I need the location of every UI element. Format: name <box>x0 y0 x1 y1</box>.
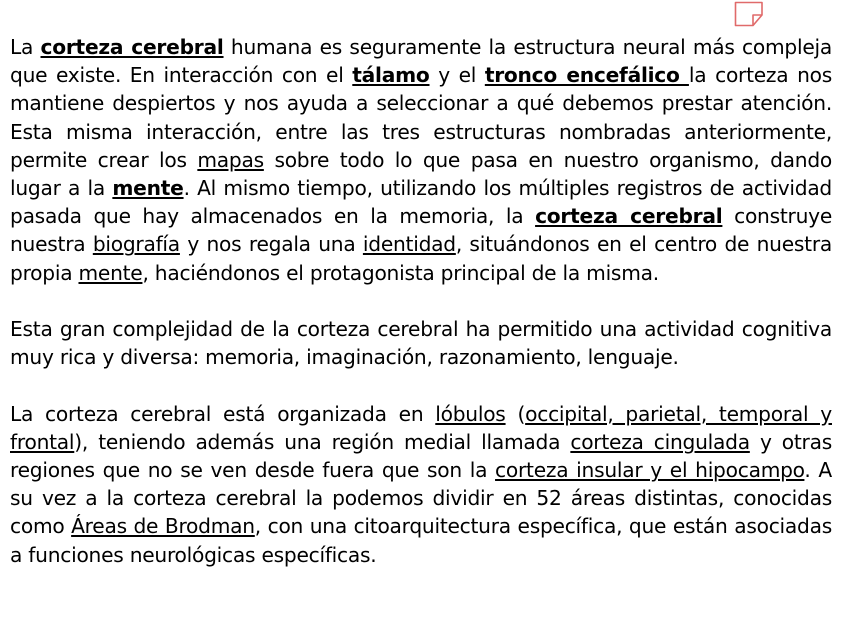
underlined-term: corteza cingulada <box>570 429 750 454</box>
text-run: construye nuestra <box>10 204 832 257</box>
underlined-term: lóbulos <box>435 401 506 426</box>
key-term: corteza cerebral <box>40 35 224 59</box>
text-run: Esta gran complejidad de la corteza cerebral ha permitido una actividad cognitiva muy rica y diversa: memoria, imaginación, razonamiento, lenguaje. <box>10 317 832 370</box>
text-run: ( <box>505 401 526 426</box>
text-run: . Al mismo tiempo, utilizando los múltiples registros de actividad pasada que hay almacenados en la memoria, la <box>10 176 833 229</box>
paragraph-3 <box>10 400 832 569</box>
text-run: y el <box>429 63 485 88</box>
paragraph-2 <box>10 315 832 371</box>
text-run: sobre todo lo que pasa en nuestro organismo, dando lugar a la <box>10 147 832 201</box>
underlined-term: biografía <box>92 232 180 257</box>
text-run: La <box>10 35 41 59</box>
underlined-term: corteza insular y el hipocampo <box>495 458 805 483</box>
key-term: mente <box>112 176 184 201</box>
text-run: , haciéndonos el protagonista principal de la misma. <box>142 260 659 285</box>
underlined-term: occipital, parietal, temporal y frontal <box>10 401 832 454</box>
text-run: , situándonos en el centro de nuestra propia <box>10 232 833 285</box>
underlined-term: identidad <box>362 232 456 257</box>
text-run: La corteza cerebral está organizada en <box>10 401 436 426</box>
text-run: y nos regala una <box>179 232 363 257</box>
key-term: tronco encefálico <box>484 63 689 88</box>
document-body <box>10 33 832 569</box>
text-run: . A su vez a la corteza cerebral la podemos dividir en 52 áreas distintas, conocidas como <box>10 458 832 539</box>
text-run: y otras regiones que no se ven desde fuera que son la <box>10 429 832 483</box>
key-term: corteza cerebral <box>535 204 723 229</box>
underlined-term: mapas <box>197 147 264 172</box>
key-term: tálamo <box>352 63 430 88</box>
paragraph-1 <box>10 33 832 287</box>
text-run: la corteza nos mantiene despiertos y nos ayuda a seleccionar a qué debemos prestar atención. Esta misma interacción, entre las tres estructuras nombradas anteriormente, permite crear los <box>10 63 833 172</box>
note-icon[interactable] <box>733 0 765 28</box>
text-run: ), teniendo además una región medial llamada <box>74 429 571 454</box>
underlined-term: Áreas de Brodman <box>71 514 255 539</box>
text-run: humana es seguramente la estructura neural más compleja que existe. En interacción con el <box>10 35 832 88</box>
underlined-term: mente <box>78 260 143 285</box>
text-run: , con una citoarquitectura específica, que están asociadas a funciones neurológicas específicas. <box>10 514 832 567</box>
